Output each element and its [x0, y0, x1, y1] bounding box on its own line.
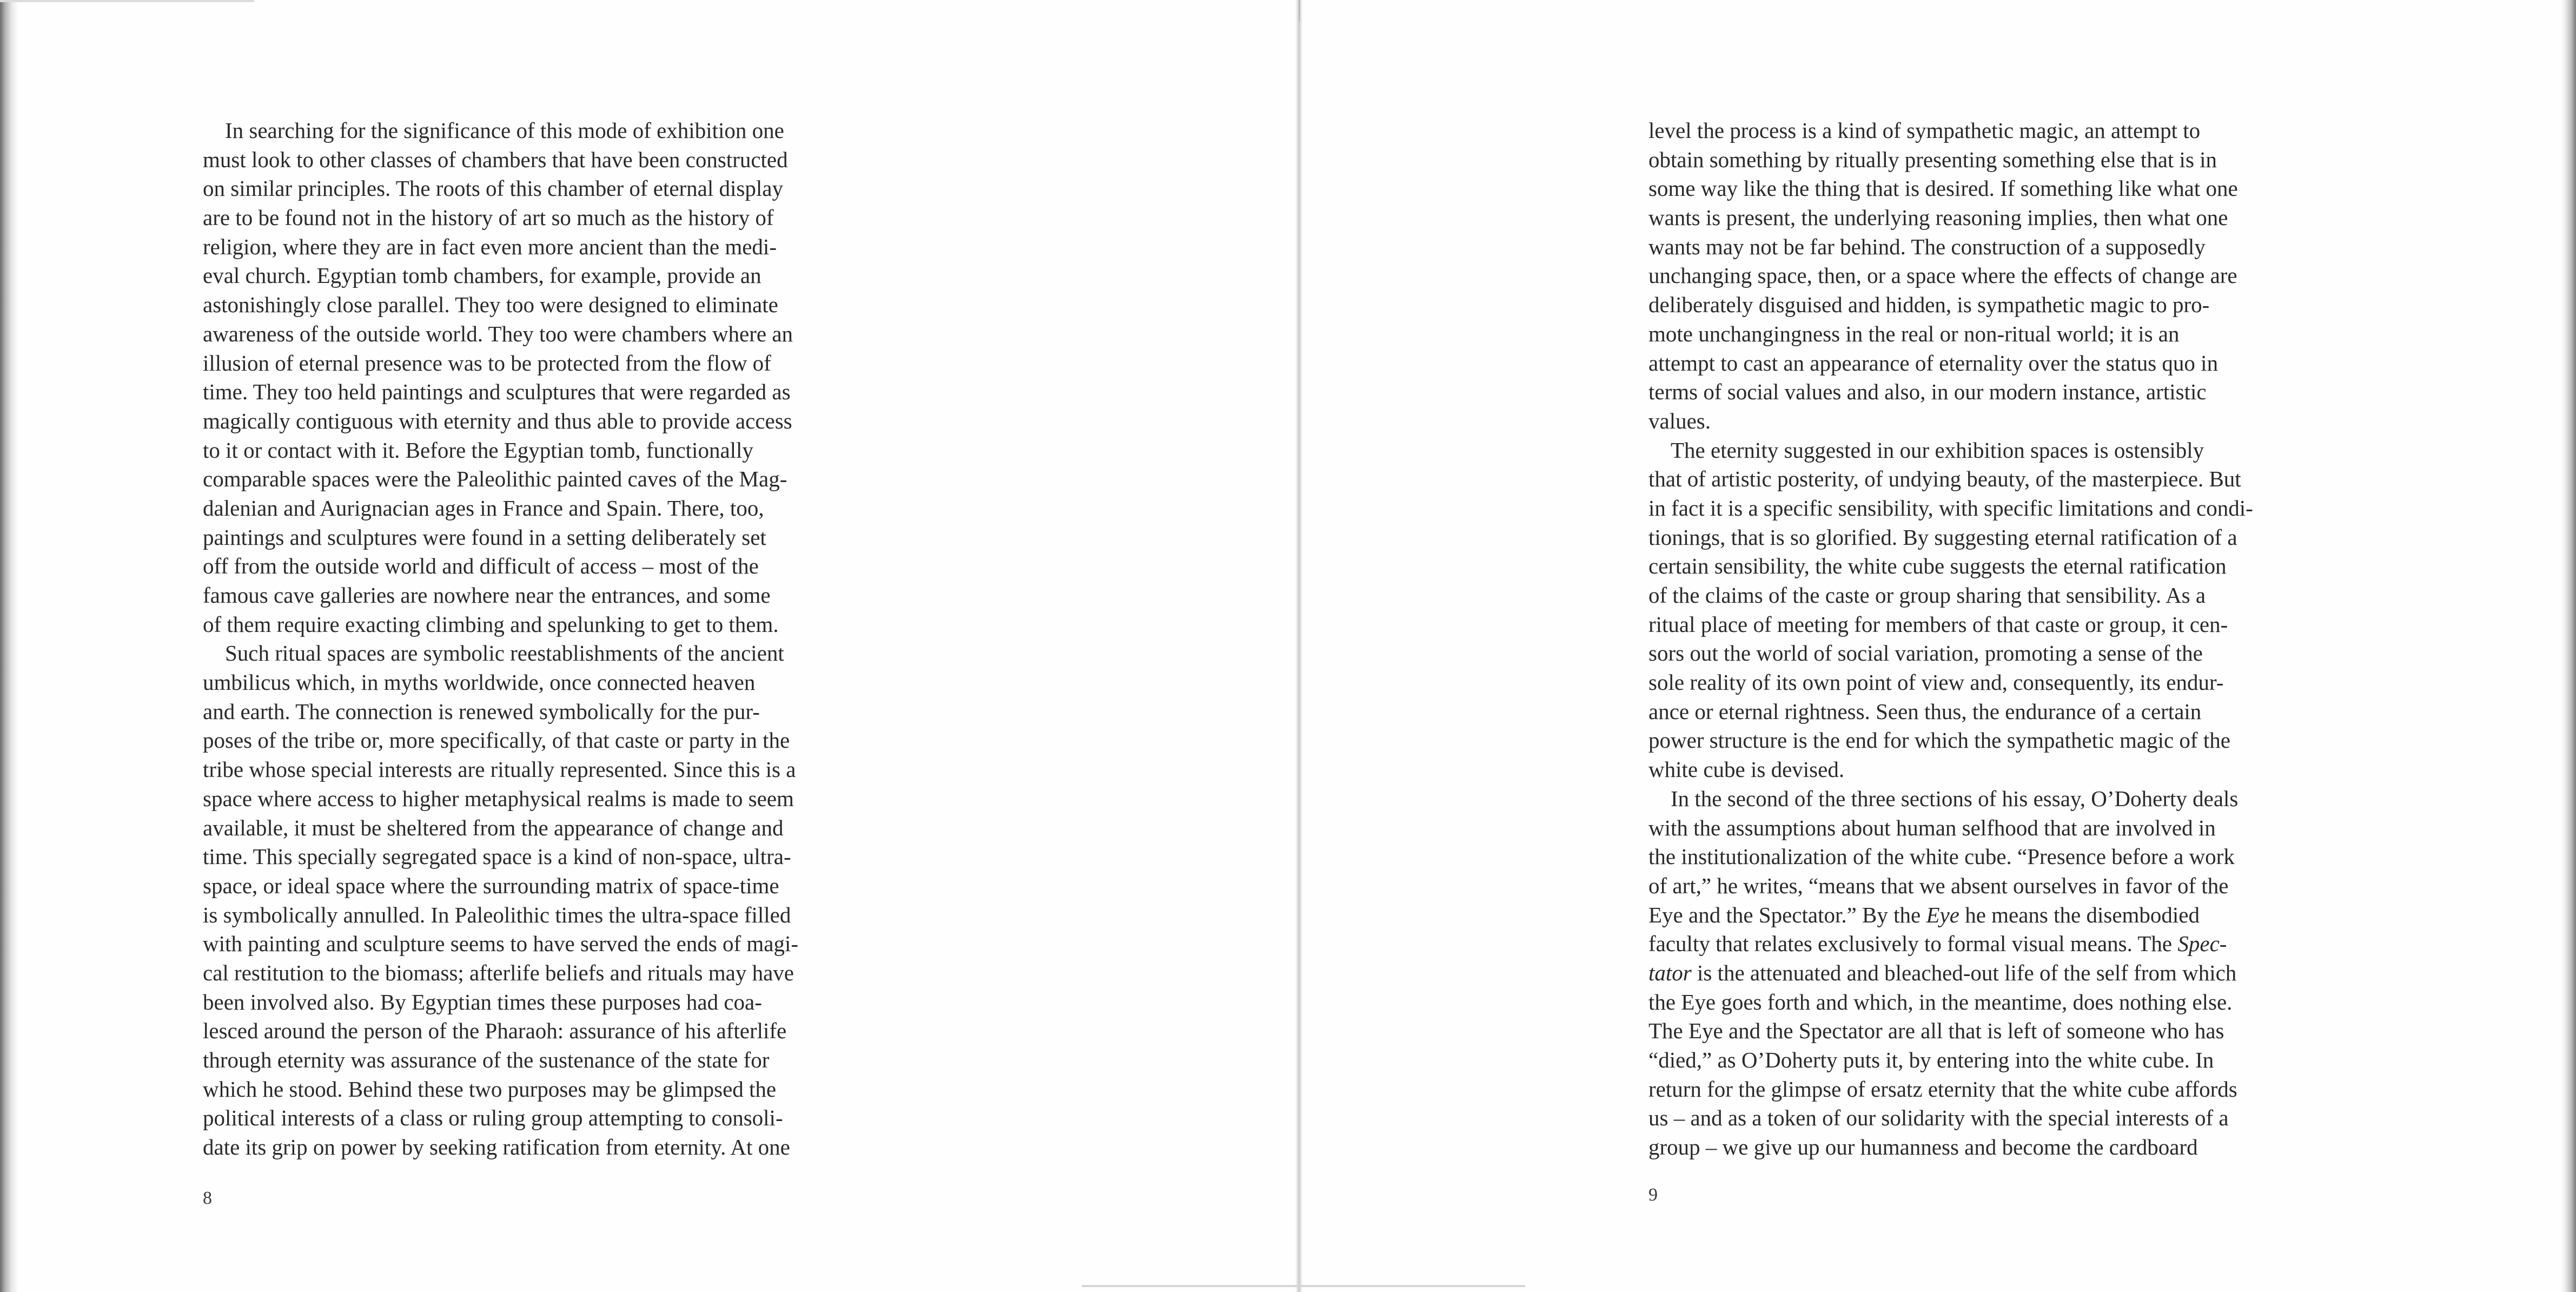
text-line: and earth. The connection is renewed symbolically for the pur- — [203, 698, 760, 724]
text-line: been involved also. By Egyptian times these purposes had coa- — [203, 989, 762, 1014]
text-line: cal restitution to the biomass; afterlife beliefs and rituals may have — [203, 960, 794, 985]
text-line: faculty that relates exclusively to formal visual means. The Spec- — [1648, 931, 2227, 957]
gutter-crease-mark — [1299, 0, 1300, 22]
text-line: through eternity was assurance of the sustenance of the state for — [203, 1047, 770, 1072]
left-page-number: 8 — [203, 1188, 212, 1208]
text-line: The Eye and the Spectator are all that is left of someone who has — [1648, 1018, 2224, 1044]
text-line: with the assumptions about human selfhood that are involved in — [1648, 815, 2216, 840]
text-line: group – we give up our humanness and become the cardboard — [1648, 1135, 2198, 1160]
left-page-text — [203, 116, 928, 1162]
text-line: wants is present, the underlying reasoning implies, then what one — [1648, 205, 2228, 230]
text-line: some way like the thing that is desired. If something like what one — [1648, 176, 2238, 201]
text-line: attempt to cast an appearance of eternality over the status quo in — [1648, 350, 2219, 375]
text-line: in fact it is a specific sensibility, with specific limitations and condi- — [1648, 495, 2253, 520]
text-line: on similar principles. The roots of this chamber of eternal display — [203, 176, 783, 201]
text-line: paintings and sculptures were found in a setting deliberately set — [203, 524, 766, 550]
text-line: terms of social values and also, in our modern instance, artistic — [1648, 379, 2207, 405]
text-line: Such ritual spaces are symbolic reestablishments of the ancient — [203, 641, 784, 666]
text-line: sors out the world of social variation, promoting a sense of the — [1648, 641, 2203, 666]
text-line: time. This specially segregated space is a kind of non-space, ultra- — [203, 844, 791, 869]
text-line: space, or ideal space where the surrounding matrix of space-time — [203, 873, 779, 898]
text-line: available, it must be sheltered from the appearance of change and — [203, 815, 784, 840]
text-line: religion, where they are in fact even more ancient than the medi- — [203, 234, 777, 259]
text-line: astonishingly close parallel. They too were designed to eliminate — [203, 292, 778, 318]
text-line: space where access to higher metaphysical realms is made to seem — [203, 786, 794, 811]
text-line: of them require exacting climbing and spelunking to get to them. — [203, 611, 779, 637]
text-line: In searching for the significance of this mode of exhibition one — [203, 118, 784, 143]
text-line: ritual place of meeting for members of that caste or group, it cen- — [1648, 611, 2228, 637]
italic-term: Spec- — [2177, 931, 2227, 957]
text-line: illusion of eternal presence was to be protected from the flow of — [203, 350, 771, 375]
text-line: dalenian and Aurignacian ages in France and Spain. There, too, — [203, 495, 764, 520]
text-line: mote unchangingness in the real or non-ritual world; it is an — [1648, 321, 2180, 346]
text-line: tator is the attenuated and bleached-out life of the self from which — [1648, 960, 2237, 985]
text-line: the institutionalization of the white cube. “Presence before a work — [1648, 844, 2235, 869]
text-line: tribe whose special interests are ritually represented. Since this is a — [203, 757, 796, 782]
text-line: wants may not be far behind. The construction of a supposedly — [1648, 234, 2206, 259]
text-line: power structure is the end for which the sympathetic magic of the — [1648, 728, 2230, 753]
text-line: ance or eternal rightness. Seen thus, the endurance of a certain — [1648, 698, 2202, 724]
text-line: In the second of the three sections of his essay, O’Doherty deals — [1648, 786, 2239, 811]
text-line: The eternity suggested in our exhibition spaces is ostensibly — [1648, 437, 2204, 463]
text-line: to it or contact with it. Before the Egyptian tomb, functionally — [203, 437, 753, 463]
scan-artifact-top — [0, 0, 254, 2]
text-line: lesced around the person of the Pharaoh: assurance of his afterlife — [203, 1018, 787, 1044]
book-gutter — [1295, 0, 1303, 1292]
text-line: the Eye goes forth and which, in the meantime, does nothing else. — [1648, 989, 2233, 1014]
left-page-edge — [0, 0, 18, 1292]
text-line: of the claims of the caste or group sharing that sensibility. As a — [1648, 583, 2206, 608]
text-line: famous cave galleries are nowhere near the entrances, and some — [203, 583, 771, 608]
text-line: us – and as a token of our solidarity with the special interests of a — [1648, 1105, 2229, 1131]
text-line: off from the outside world and difficult of access – most of the — [203, 553, 759, 579]
text-line: level the process is a kind of sympathetic magic, an attempt to — [1648, 118, 2201, 143]
italic-term: Eye — [1926, 902, 1959, 927]
text-line: tionings, that is so glorified. By suggesting eternal ratification of a — [1648, 524, 2237, 550]
text-line: white cube is devised. — [1648, 757, 1845, 782]
text-line: Eye and the Spectator.” By the Eye he means the disembodied — [1648, 902, 2200, 927]
text-line: deliberately disguised and hidden, is sympathetic magic to pro- — [1648, 292, 2210, 318]
text-line: magically contiguous with eternity and thus able to provide access — [203, 408, 792, 433]
text-line: values. — [1648, 408, 1711, 433]
right-page-edge — [2561, 0, 2576, 1292]
text-line: which he stood. Behind these two purposes may be glimpsed the — [203, 1076, 777, 1102]
text-line: awareness of the outside world. They too were chambers where an — [203, 321, 793, 346]
right-page-text — [1648, 116, 2373, 1162]
text-line: sole reality of its own point of view and, consequently, its endur- — [1648, 670, 2224, 695]
text-line: of art,” he writes, “means that we absent ourselves in favor of the — [1648, 873, 2229, 898]
text-line: comparable spaces were the Paleolithic painted caves of the Mag- — [203, 466, 787, 492]
text-line: poses of the tribe or, more specifically, of that caste or party in the — [203, 728, 790, 753]
text-line: certain sensibility, the white cube suggests the eternal ratification — [1648, 553, 2227, 579]
text-line: political interests of a class or ruling group attempting to consoli- — [203, 1105, 783, 1131]
scan-artifact-bottom — [1082, 1285, 1525, 1287]
text-line: “died,” as O’Doherty puts it, by entering into the white cube. In — [1648, 1047, 2214, 1072]
text-line: unchanging space, then, or a space where the effects of change are — [1648, 263, 2237, 288]
text-line: umbilicus which, in myths worldwide, once connected heaven — [203, 670, 756, 695]
text-line: return for the glimpse of ersatz eternity that the white cube affords — [1648, 1076, 2237, 1102]
text-line: is symbolically annulled. In Paleolithic times the ultra-space filled — [203, 902, 791, 927]
text-line: must look to other classes of chambers that have been constructed — [203, 147, 788, 172]
text-line: date its grip on power by seeking ratification from eternity. At one — [203, 1135, 790, 1160]
text-line: are to be found not in the history of art so much as the history of — [203, 205, 774, 230]
text-line: time. They too held paintings and sculptures that were regarded as — [203, 379, 791, 405]
text-line: with painting and sculpture seems to have served the ends of magi- — [203, 931, 799, 957]
text-line: that of artistic posterity, of undying beauty, of the masterpiece. But — [1648, 466, 2241, 492]
italic-term: tator — [1648, 960, 1692, 985]
right-page-number: 9 — [1648, 1185, 1658, 1205]
text-line: obtain something by ritually presenting something else that is in — [1648, 147, 2217, 172]
text-line: eval church. Egyptian tomb chambers, for example, provide an — [203, 263, 761, 288]
